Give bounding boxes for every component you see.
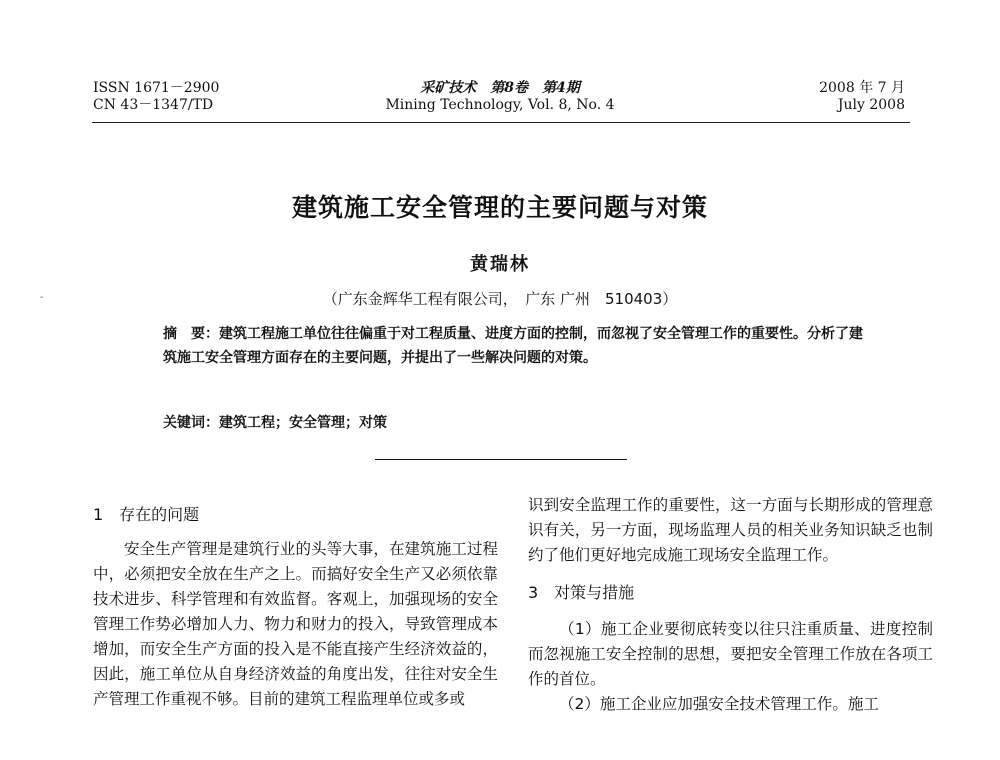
measure-item-1: （1）施工企业要彻底转变以往只注重质量、进度控制而忽视施工安全控制的思想，要把安全管理工作放在各项工作的首位。	[528, 620, 933, 688]
keywords-label: 关键词：	[163, 415, 219, 431]
body-paragraph-1: 安全生产管理是建筑行业的头等大事，在建筑施工过程中，必须把安全放在生产之上。而搞好安全生产又必须依靠技术进步、科学管理和有效监督。客观上，加强现场的安全管理工作势必增加人力、物力和财力的投入，导致管理成本增加，而安全生产方面的投入是不能直接产生经济效益的，因此，施工单位从自身经济效益的角度出发，往往对安全生产管理工作重视不够。目前的建筑工程监理单位或多或	[93, 540, 498, 708]
header-divider	[92, 122, 910, 123]
abstract-divider	[375, 459, 627, 460]
journal-name-english: Mining Technology, Vol. 8, No. 4	[385, 97, 615, 113]
abstract-text: 建筑工程施工单位往往偏重于对工程质量、进度方面的控制，而忽视了安全管理工作的重要性。分析了建筑施工安全管理方面存在的主要问题，并提出了一些解决问题的对策。	[163, 326, 863, 366]
journal-name-chinese: 采矿技术 第8卷 第4期	[420, 80, 580, 96]
date-english: July 2008	[837, 97, 905, 113]
right-column	[528, 493, 933, 717]
keywords	[163, 412, 863, 434]
keywords-text: 建筑工程；安全管理；对策	[219, 415, 387, 431]
measure-item-2: （2）施工企业应加强安全技术管理工作。施工	[559, 695, 879, 713]
section-heading-1: 1 存在的问题	[93, 505, 200, 524]
abstract	[163, 322, 863, 370]
paper-title: 建筑施工安全管理的主要问题与对策	[291, 193, 708, 222]
journal-name-block	[360, 80, 640, 114]
paper-author: 黄瑞林	[470, 254, 530, 275]
journal-issn-block	[93, 80, 219, 114]
margin-mark: -	[40, 292, 44, 303]
left-column	[93, 500, 498, 712]
continued-paragraph: 识到安全监理工作的重要性，这一方面与长期形成的管理意识有关，另一方面，现场监理人员的相关业务知识缺乏也制约了他们更好地完成施工现场安全监理工作。	[528, 496, 933, 564]
date-chinese: 2008 年 7 月	[819, 80, 905, 96]
author-affiliation: （广东金辉华工程有限公司， 广东 广州 510403）	[322, 290, 678, 308]
issn-line: ISSN 1671－2900	[93, 80, 220, 96]
abstract-label: 摘 要：	[163, 326, 219, 342]
cn-line: CN 43－1347/TD	[93, 97, 214, 113]
section-heading-3: 3 对策与措施	[528, 583, 635, 602]
journal-date-block	[720, 80, 905, 114]
